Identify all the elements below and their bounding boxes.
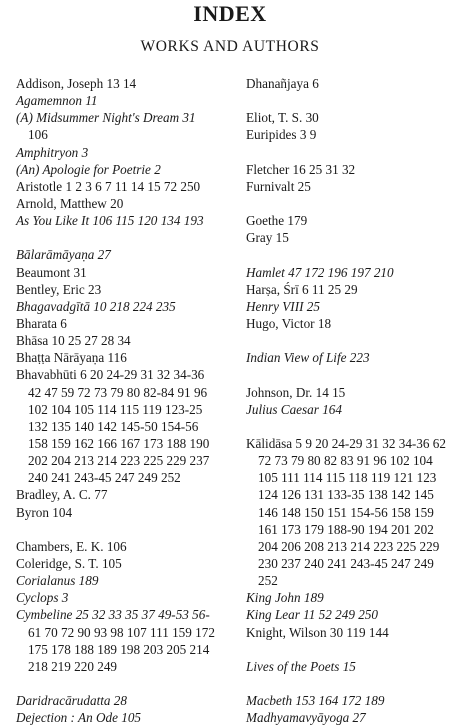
index-entry: Bhagavadgītā 10 218 224 235 [16,298,176,314]
index-entry: Addison, Joseph 13 14 [16,76,137,91]
index-entry: Beaumont 31 [16,264,87,280]
index-entry: Bhaṭṭa Nārāyaṇa 116 [16,350,127,366]
index-entry: Byron 104 [16,504,73,520]
index-entry-continuation: 102 104 105 114 115 119 123-25 [28,401,203,417]
section-heading: WORKS AND AUTHORS [140,38,320,55]
entry-spacer [246,144,458,161]
page-title: INDEX [193,1,267,26]
index-entry-continuation: 218 219 220 249 [28,658,118,674]
index-entry: Aristotle 1 2 3 6 7 11 14 15 72 250 [16,178,201,194]
index-entry: Agamemnon 11 [16,93,98,109]
index-entry: (An) Apologie for Poetrie 2 [16,161,161,177]
index-entry: Fletcher 16 25 31 32 [246,161,356,177]
index-entry: Indian View of Life 223 [246,350,370,366]
index-entry: King John 189 [246,590,324,606]
index-entry: Bālarāmāyaṇa 27 [16,247,111,263]
index-entry: Cymbeline 25 32 33 35 37 49-53 56- [16,607,210,623]
index-entry: King Lear 11 52 249 250 [246,607,379,623]
entry-spacer [246,675,458,692]
index-entry: Goethe 179 [246,213,308,229]
index-entry: Daridracārudatta 28 [16,693,127,709]
index-entry: Hugo, Victor 18 [246,315,332,331]
index-entry: Cyclops 3 [16,590,69,606]
index-entry: Knight, Wilson 30 119 144 [246,624,389,640]
index-entry-continuation: 105 111 114 115 118 119 121 123 [258,470,437,486]
index-entry: Coleridge, S. T. 105 [16,555,122,571]
index-entry-continuation: 42 47 59 72 73 79 80 82-84 91 96 [28,384,208,400]
index-entry-continuation: 146 148 150 151 154-56 158 159 [258,504,434,520]
index-entry: Bradley, A. C. 77 [16,487,108,503]
index-column-right [246,75,458,726]
entry-spacer [246,332,458,349]
index-entry: Bhāsa 10 25 27 28 34 [16,333,131,349]
index-entry: Amphitryon 3 [16,144,89,160]
index-entry: Harṣa, Śrī 6 11 25 29 [246,281,358,297]
index-entry: Madhyamavyāyoga 27 [246,710,366,726]
index-entry-continuation: 106 [28,127,48,143]
entry-spacer [246,92,458,109]
index-entry: Lives of the Poets 15 [246,658,356,674]
entry-spacer [246,418,458,435]
index-entry-continuation: 204 206 208 213 214 223 225 229 [258,538,440,554]
entry-spacer [246,641,458,658]
index-entry: Eliot, T. S. 30 [246,110,319,126]
index-entry: As You Like It 106 115 120 134 193 [16,213,204,229]
index-entry-continuation: 202 204 213 214 223 225 229 237 [28,453,210,469]
index-entry: (A) Midsummer Night's Dream 31 [16,110,196,126]
index-entry: Julius Caesar 164 [246,401,342,417]
entry-spacer [246,366,458,383]
index-entry: Johnson, Dr. 14 15 [246,384,346,400]
entry-spacer [16,675,240,692]
index-entry-continuation: 132 135 140 142 145-50 154-56 [28,418,199,434]
index-entry: Dhanañjaya 6 [246,76,319,91]
index-entry: Bentley, Eric 23 [16,281,102,297]
index-entry: Kālidāsa 5 9 20 24-29 31 32 34-36 62 [246,435,446,451]
index-entry: Henry VIII 25 [246,298,320,314]
entry-spacer [16,229,240,246]
index-entry: Bhavabhūti 6 20 24-29 31 32 34-36 [16,367,205,383]
entry-spacer [16,521,240,538]
index-entry-continuation: 240 241 243-45 247 249 252 [28,470,181,486]
index-entry: Corialanus 189 [16,573,99,589]
index-entry-continuation: 72 73 79 80 82 83 91 96 102 104 [258,453,433,469]
index-entry: Macbeth 153 164 172 189 [246,693,385,709]
index-entry: Arnold, Matthew 20 [16,195,124,211]
index-entry: Bharata 6 [16,315,67,331]
index-entry: Hamlet 47 172 196 197 210 [246,264,394,280]
index-entry-continuation: 158 159 162 166 167 173 188 190 [28,435,210,451]
index-entry-continuation: 61 70 72 90 93 98 107 111 159 172 [28,624,215,640]
index-entry: Dejection : An Ode 105 [16,710,142,726]
index-entry: Furnivalt 25 [246,178,311,194]
index-entry: Chambers, E. K. 106 [16,538,127,554]
index-entry-continuation: 230 237 240 241 243-45 247 249 [258,555,434,571]
index-entry-continuation: 175 178 188 189 198 203 205 214 [28,641,210,657]
index-entry-continuation: 161 173 179 188-90 194 201 202 [258,521,434,537]
index-entry-continuation: 124 126 131 133-35 138 142 145 [258,487,434,503]
entry-spacer [246,195,458,212]
index-entry: Euripides 3 9 [246,127,317,143]
index-entry-continuation: 252 [258,573,278,589]
index-entry: Gray 15 [246,230,289,246]
entry-spacer [246,246,458,263]
index-column-left [16,75,240,726]
